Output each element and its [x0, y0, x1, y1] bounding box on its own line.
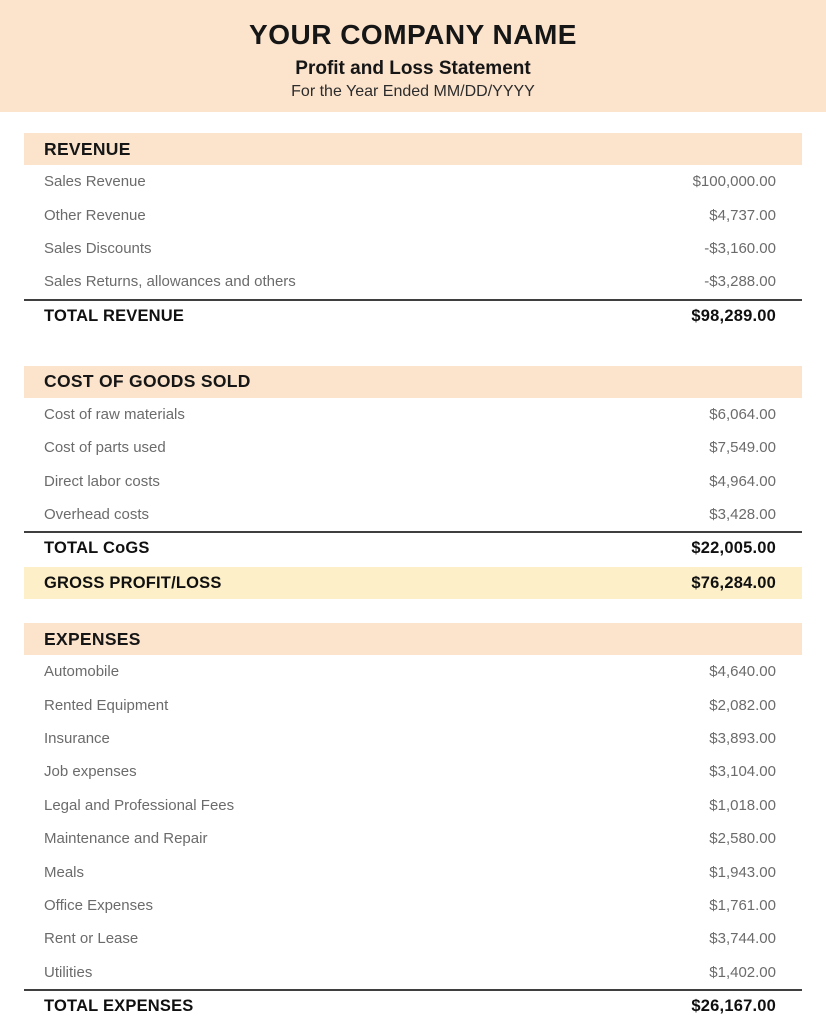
line-item-amount: $100,000.00: [692, 173, 776, 191]
line-item-row: [24, 464, 802, 497]
line-item-row: [24, 755, 802, 788]
line-item-label: Other Revenue: [44, 206, 146, 224]
line-item-row: [24, 789, 802, 822]
gross-profit-amount: $76,284.00: [691, 573, 776, 592]
line-item-label: Maintenance and Repair: [44, 830, 208, 848]
line-item-row: [24, 198, 802, 231]
statement-section: [24, 133, 802, 330]
line-item-amount: $4,737.00: [709, 206, 776, 224]
line-item-label: Meals: [44, 863, 85, 881]
line-item-label: Sales Discounts: [44, 239, 152, 257]
line-item-amount: $6,064.00: [709, 405, 776, 423]
line-item-row: [24, 165, 802, 198]
line-item-label: Automobile: [44, 663, 120, 681]
line-item-label: Overhead costs: [44, 505, 150, 523]
section-total-row: [24, 989, 802, 1020]
line-item-label: Insurance: [44, 730, 110, 748]
line-item-label: Cost of parts used: [44, 439, 166, 457]
line-item-label: Office Expenses: [44, 897, 153, 915]
section-total-label: TOTAL REVENUE: [44, 306, 185, 325]
section-total-label: TOTAL EXPENSES: [44, 997, 194, 1016]
section-title: EXPENSES: [44, 628, 141, 649]
section-total-amount: $26,167.00: [691, 997, 776, 1016]
gross-profit-label: GROSS PROFIT/LOSS: [44, 573, 222, 592]
line-item-amount: $3,428.00: [709, 505, 776, 523]
line-item-amount: $7,549.00: [709, 439, 776, 457]
section-rows: [24, 655, 802, 989]
line-item-label: Cost of raw materials: [44, 405, 185, 423]
line-item-row: [24, 722, 802, 755]
line-item-amount: $1,761.00: [709, 897, 776, 915]
section-total-label: TOTAL CoGS: [44, 539, 150, 558]
company-name: YOUR COMPANY NAME: [249, 19, 577, 51]
line-item-amount: $1,402.00: [709, 963, 776, 981]
statement-body: [0, 133, 826, 1020]
line-item-row: [24, 655, 802, 688]
line-item-label: Job expenses: [44, 763, 137, 781]
section-rows: [24, 398, 802, 532]
line-item-amount: $4,964.00: [709, 472, 776, 490]
statement-period: For the Year Ended MM/DD/YYYY: [291, 82, 535, 100]
line-item-label: Rented Equipment: [44, 696, 169, 714]
line-item-amount: -$3,160.00: [704, 239, 776, 257]
line-item-amount: $3,893.00: [709, 730, 776, 748]
section-total-row: [24, 531, 802, 562]
line-item-row: [24, 431, 802, 464]
line-item-label: Legal and Professional Fees: [44, 796, 235, 814]
line-item-label: Rent or Lease: [44, 930, 139, 948]
line-item-row: [24, 498, 802, 531]
section-rows: [24, 165, 802, 299]
line-item-row: [24, 689, 802, 722]
line-item-label: Utilities: [44, 963, 93, 981]
line-item-row: [24, 922, 802, 955]
line-item-row: [24, 822, 802, 855]
line-item-row: [24, 265, 802, 298]
section-title: REVENUE: [44, 138, 131, 159]
document-header: [0, 0, 826, 112]
line-item-amount: -$3,288.00: [704, 273, 776, 291]
statement-section: [24, 623, 802, 1020]
line-item-row: [24, 855, 802, 888]
document-title: Profit and Loss Statement: [295, 57, 531, 79]
line-item-amount: $1,018.00: [709, 796, 776, 814]
section-total-row: [24, 299, 802, 330]
line-item-amount: $3,104.00: [709, 763, 776, 781]
line-item-label: Sales Revenue: [44, 173, 146, 191]
line-item-row: [24, 398, 802, 431]
line-item-amount: $1,943.00: [709, 863, 776, 881]
line-item-label: Sales Returns, allowances and others: [44, 273, 296, 291]
line-item-amount: $2,580.00: [709, 830, 776, 848]
section-total-amount: $98,289.00: [691, 306, 776, 325]
line-item-amount: $4,640.00: [709, 663, 776, 681]
line-item-amount: $3,744.00: [709, 930, 776, 948]
line-item-label: Direct labor costs: [44, 472, 160, 490]
line-item-row: [24, 956, 802, 989]
section-header-bar: [24, 133, 802, 165]
line-item-amount: $2,082.00: [709, 696, 776, 714]
section-total-amount: $22,005.00: [691, 539, 776, 558]
line-item-row: [24, 889, 802, 922]
section-header-bar: [24, 366, 802, 398]
section-title: COST OF GOODS SOLD: [44, 371, 251, 392]
statement-section: [24, 366, 802, 600]
line-item-row: [24, 232, 802, 265]
section-header-bar: [24, 623, 802, 655]
gross-profit-row: [24, 567, 802, 599]
